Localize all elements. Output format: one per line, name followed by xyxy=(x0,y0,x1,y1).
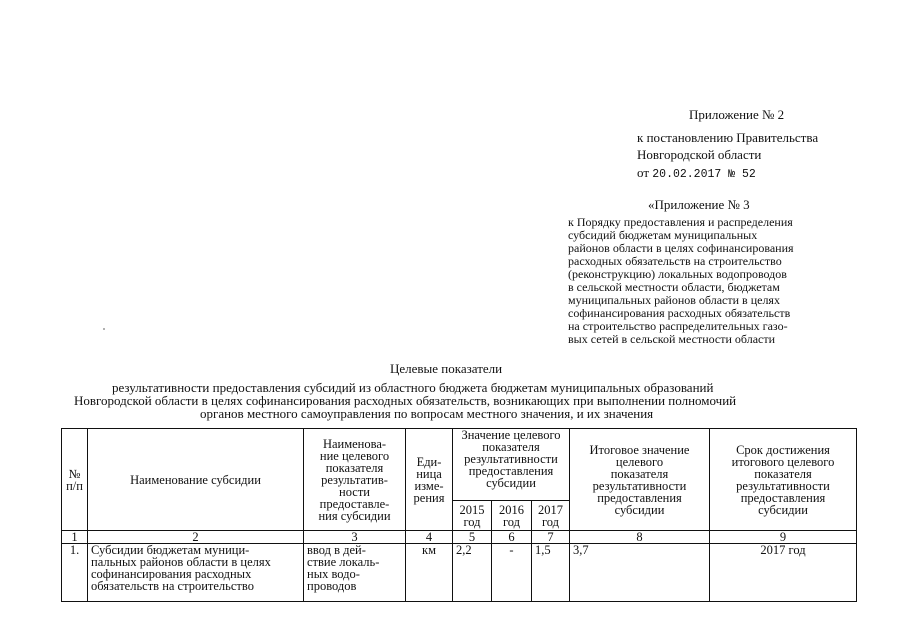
header-indicator-name: Наименова- ние целевого показателя результатив- ности предоставле- ния субсидии xyxy=(304,429,406,531)
header-subsidy-name: Наименование субсидии xyxy=(88,429,304,531)
header-year-2016: 2016 год xyxy=(492,501,532,531)
appendix3-line: районов области в целях софинансирования xyxy=(568,241,794,255)
row-deadline: 2017 год xyxy=(710,544,857,602)
column-number-row xyxy=(62,531,857,544)
appendix3-line: к Порядку предоставления и распределения xyxy=(568,215,793,229)
column-number: 4 xyxy=(406,531,453,544)
column-number: 9 xyxy=(710,531,857,544)
table-row xyxy=(62,544,857,602)
decree-date-line xyxy=(637,166,756,181)
column-number: 5 xyxy=(453,531,492,544)
header-number: № п/п xyxy=(62,429,88,531)
row-total-value: 3,7 xyxy=(570,544,710,602)
column-number: 8 xyxy=(570,531,710,544)
appendix3-title: «Приложение № 3 xyxy=(648,197,750,212)
row-indicator-name: ввод в дей- ствие локаль- ных водо- проводов xyxy=(304,544,406,602)
document-subtitle-line: Новгородской области в целях софинансирования расходных обязательств, возникающих при выполнении полномочий xyxy=(74,393,737,408)
scan-speck xyxy=(103,328,105,330)
header-unit: Еди- ница изме- рения xyxy=(406,429,453,531)
column-number: 6 xyxy=(492,531,532,544)
row-value-2017: 1,5 xyxy=(532,544,570,602)
region-name: Новгородской области xyxy=(637,147,762,162)
appendix3-line: в сельской местности области, бюджетам xyxy=(568,280,780,294)
header-deadline: Срок достижения итогового целевого показателя результативности предоставления субсидии xyxy=(710,429,857,531)
appendix3-line: софинансирования расходных обязательств xyxy=(568,306,791,320)
document-subtitle-line: результативности предоставления субсидий из областного бюджета бюджетам муниципальных образований xyxy=(112,380,714,395)
appendix3-line: субсидий бюджетам муниципальных xyxy=(568,228,758,242)
document-title: Целевые показатели xyxy=(390,361,503,376)
header-indicator-value: Значение целевого показателя результативности предоставления субсидии xyxy=(453,429,570,501)
header-total-value: Итоговое значение целевого показателя результативности предоставления субсидии xyxy=(570,429,710,531)
appendix3-line: расходных обязательств на строительство xyxy=(568,254,782,268)
indicators-table xyxy=(61,428,857,602)
date-prefix: от xyxy=(637,165,650,180)
column-number: 1 xyxy=(62,531,88,544)
appendix3-line: вых сетей в сельской местности области xyxy=(568,332,776,346)
header-year-2017: 2017 год xyxy=(532,501,570,531)
header-year-2015: 2015 год xyxy=(453,501,492,531)
row-unit: км xyxy=(406,544,453,602)
row-value-2016: - xyxy=(492,544,532,602)
column-number: 3 xyxy=(304,531,406,544)
appendix3-line: на строительство распределительных газо- xyxy=(568,319,788,333)
date-stamp: 20.02.2017 № 52 xyxy=(652,168,756,181)
row-subsidy-name: Субсидии бюджетам муници- пальных районов области в целях софинансирования расходных обязательств на строительство xyxy=(88,544,304,602)
appendix3-line: муниципальных районов области в целях xyxy=(568,293,780,307)
appendix3-line: (реконструкцию) локальных водопроводов xyxy=(568,267,787,281)
row-value-2015: 2,2 xyxy=(453,544,492,602)
row-number: 1. xyxy=(62,544,88,602)
column-number: 7 xyxy=(532,531,570,544)
decree-reference: к постановлению Правительства xyxy=(637,130,819,145)
appendix-title: Приложение № 2 xyxy=(689,107,785,122)
column-number: 2 xyxy=(88,531,304,544)
document-subtitle-line: органов местного самоуправления по вопросам местного значения, и их значения xyxy=(200,406,654,421)
